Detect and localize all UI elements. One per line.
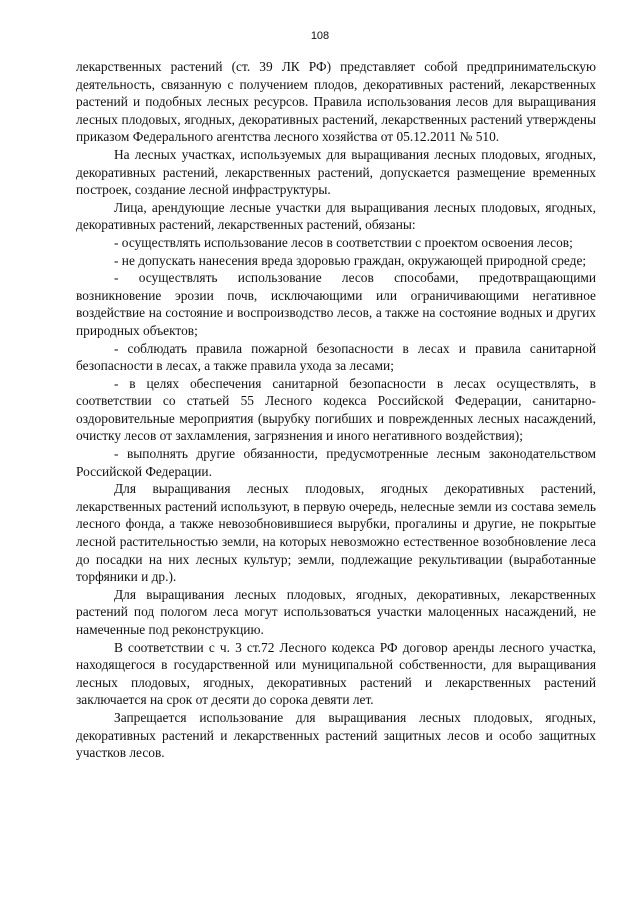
paragraph-land-use: Для выращивания лесных плодовых, ягодных декоративных растений, лекарственных растений используют, в первую очередь, нелесные земли из состава земель лесного фонда, а также невозобновившиеся вырубки, прогалины и другие, не покрытые лесной растительностью земли, на которых невозможно естественное возобновление леса до посадки на них лесных культур; земли, подлежащие рекультивации (выработанные торфяники и др.). [76, 481, 596, 585]
paragraph-under-canopy: Для выращивания лесных плодовых, ягодных, декоративных, лекарственных растений под пологом леса могут использоваться участки малоценных насаждений, не намеченные под реконструкцию. [76, 586, 596, 637]
list-item-erosion-prevention: - осуществлять использование лесов способами, предотвращающими возникновение эрозии почв, исключающими или ограничивающими негативное воздействие на состояние и воспроизводство лесов, а также на состояние водных и других природных объектов; [76, 270, 596, 338]
paragraph-tenant-obligations-intro: Лица, арендующие лесные участки для выращивания лесных плодовых, ягодных, декоративных растений, лекарственных растений, обязаны: [76, 199, 596, 233]
list-item-no-harm: - не допускать нанесения вреда здоровью граждан, окружающей природной среде; [114, 252, 587, 268]
paragraph-prohibition: Запрещается использование для выращивания лесных плодовых, ягодных, декоративных растений и лекарственных растений защитных лесов и особо защитных участков лесов. [76, 709, 596, 761]
paragraph-lease-term: В соответствии с ч. 3 ст.72 Лесного кодекса РФ договор аренды лесного участка, находящегося в государственной или муниципальной собственности, для выращивания лесных плодовых, ягодных, декоративных растений и лекарственных растений заключается на срок от десяти до сорока девяти лет. [76, 639, 596, 708]
list-item-fire-safety: - соблюдать правила пожарной безопасности в лесах и правила санитарной безопасности в лесах, а также правила ухода за лесами; [76, 340, 596, 374]
list-item-other-duties: - выполнять другие обязанности, предусмотренные лесным законодательством Российской Федерации. [76, 446, 596, 479]
paragraph-temporary-buildings: На лесных участках, используемых для выращивания лесных плодовых, ягодных, декоративных растений, лекарственных растений, допускается размещение временных построек, создание лесной инфраструктуры. [76, 146, 596, 198]
list-item-sanitary-measures: - в целях обеспечения санитарной безопасности в лесах осуществлять, в соответствии со статьей 55 Лесного кодекса Российской Федерации, санитарно-оздоровительные мероприятия (вырубку погибших и поврежденных лесных насаждений, очистку лесов от захламления, загрязнения и иного негативного воздействия); [76, 375, 596, 444]
page-number: 108 [310, 30, 330, 42]
list-item-forest-development-project: - осуществлять использование лесов в соответствии с проектом освоения лесов; [114, 234, 573, 250]
page-body [76, 58, 596, 762]
paragraph-continuation: лекарственных растений (ст. 39 ЛК РФ) представляет собой предпринимательскую деятельность, связанную с получением плодов, декоративных растений, лекарственных растений и подобных лесных ресурсов. Правила использования лесов для выращивания лесных плодовых, ягодных, декоративных растений, лекарственных растений утверждены приказом Федерального агентства лесного хозяйства от 05.12.2011 № 510. [76, 59, 596, 145]
